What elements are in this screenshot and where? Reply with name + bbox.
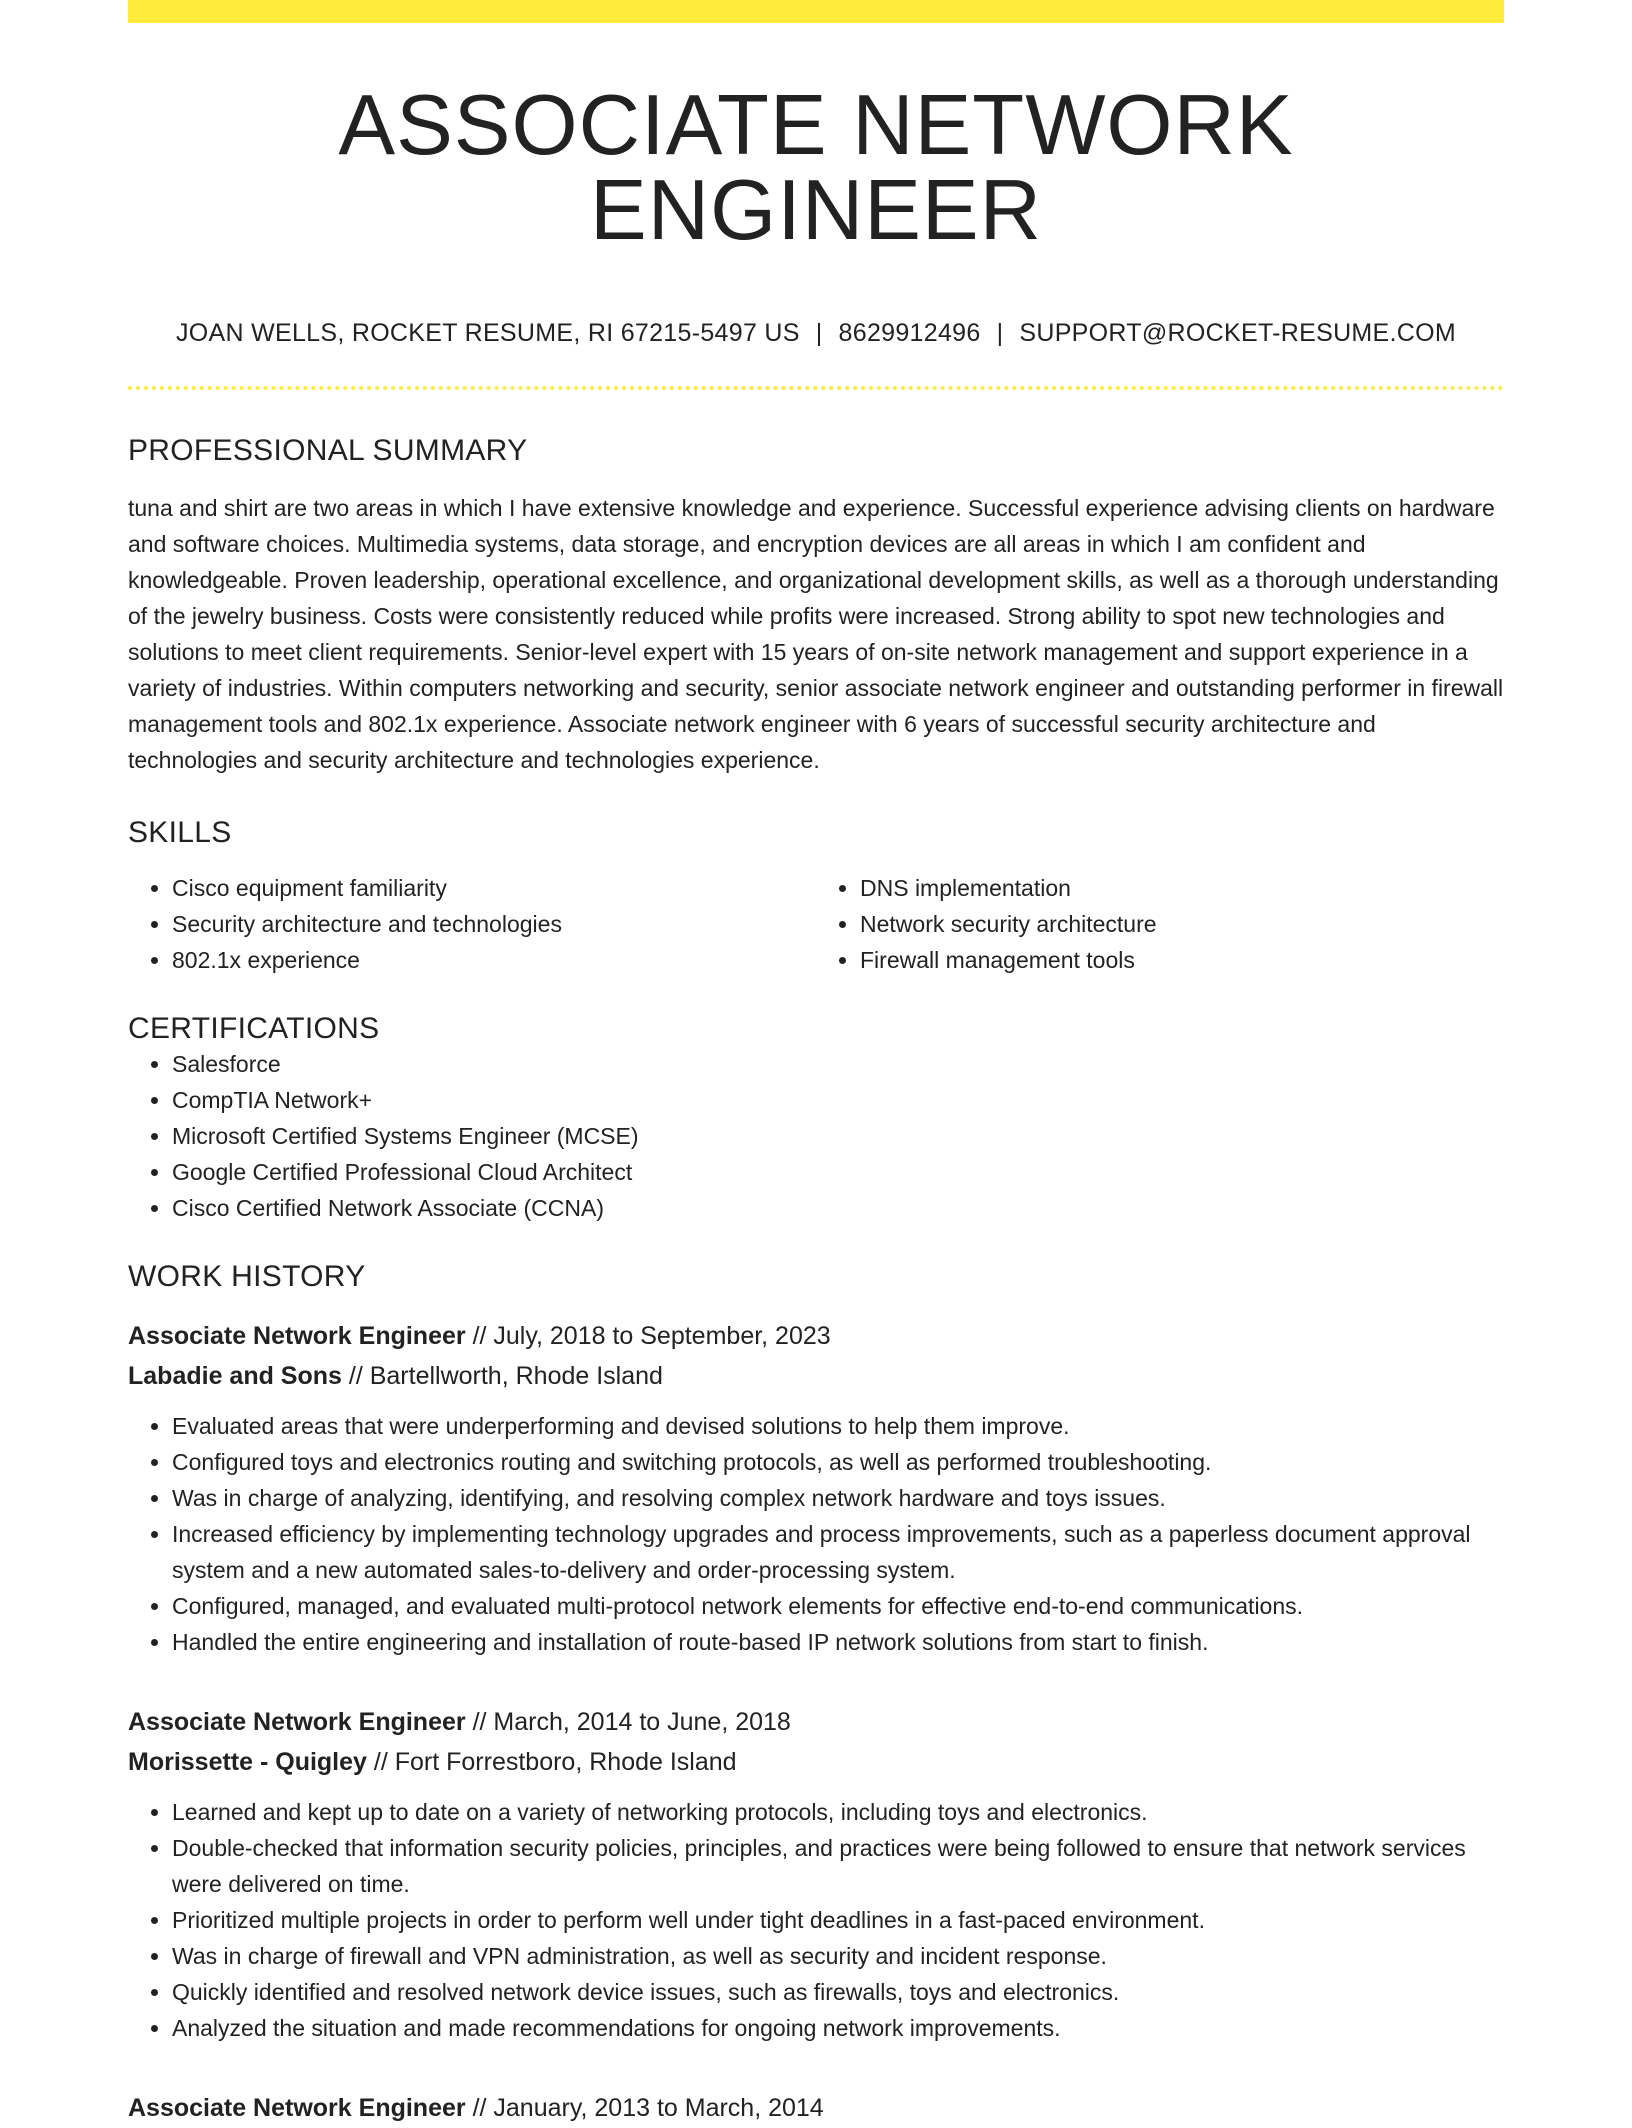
job-dates: // March, 2014 to June, 2018 (465, 1708, 791, 1736)
job-bullet: • Configured, managed, and evaluated multi-protocol network elements for effective end-to-end communications. (172, 1588, 1504, 1624)
job-title-line (128, 1702, 1504, 1742)
skills-columns (128, 870, 1504, 978)
job-bullet: • Prioritized multiple projects in order to perform well under tight deadlines in a fast-paced environment. (172, 1902, 1504, 1938)
job-company-line (128, 1742, 1504, 1782)
job-dates: // July, 2018 to September, 2023 (465, 1322, 831, 1350)
job-bullets (128, 1408, 1504, 1660)
job-title: Associate Network Engineer (128, 1708, 466, 1736)
skill-item: • Network security architecture (860, 906, 1504, 942)
job-dates: // January, 2013 to March, 2014 (465, 2094, 824, 2122)
skill-item: • 802.1x experience (172, 942, 816, 978)
contact-line (128, 319, 1504, 348)
job-location: // Bartellworth, Rhode Island (341, 1362, 663, 1390)
job-bullet: • Double-checked that information security policies, principles, and practices were being followed to ensure that network services were delivered on time. (172, 1830, 1504, 1902)
job-entry (128, 1316, 1504, 1660)
job-company-line (128, 1356, 1504, 1396)
skills-list-right (816, 870, 1504, 978)
job-title-line (128, 1316, 1504, 1356)
job-entry (128, 2088, 1504, 2128)
summary-text: tuna and shirt are two areas in which I have extensive knowledge and experience. Successful experience advising clients on hardware and software choices. Multimedia systems, data storage, and encryption devices are all areas in which I am confident and knowledgeable. Proven leadership, operational excellence, and organizational development skills, as well as a thorough understanding of the jewelry business. Costs were consistently reduced while profits were increased. Strong ability to spot new technologies and solutions to meet client requirements. Senior-level expert with 15 years of on-site network management and support experience in a variety of industries. Within computers networking and security, senior associate network engineer and outstanding performer in firewall management tools and 802.1x experience. Associate network engineer with 6 years of successful security architecture and technologies and security architecture and technologies experience. (128, 495, 1504, 773)
dotted-divider (128, 386, 1504, 390)
job-entry (128, 1702, 1504, 2046)
job-bullet: • Evaluated areas that were underperforming and devised solutions to help them improve. (172, 1408, 1504, 1444)
skills-heading: SKILLS (128, 816, 232, 849)
job-title: Associate Network Engineer (128, 2094, 466, 2122)
certifications-heading: CERTIFICATIONS (128, 1012, 380, 1045)
job-bullet: • Handled the entire engineering and installation of route-based IP network solutions from start to finish. (172, 1624, 1504, 1660)
skill-item: • DNS implementation (860, 870, 1504, 906)
job-location: // Fort Forrestboro, Rhode Island (366, 1748, 737, 1776)
contact-separator: | (996, 319, 1004, 347)
job-company: Labadie and Sons (128, 1362, 342, 1390)
certification-item: • Google Certified Professional Cloud Architect (172, 1154, 1504, 1190)
skill-item: • Security architecture and technologies (172, 906, 816, 942)
certification-item: • Microsoft Certified Systems Engineer (MCSE) (172, 1118, 1504, 1154)
resume-page (128, 0, 1504, 2128)
job-bullet: • Quickly identified and resolved network device issues, such as firewalls, toys and electronics. (172, 1974, 1504, 2010)
job-title: Associate Network Engineer (128, 1322, 466, 1350)
work-history-heading: WORK HISTORY (128, 1260, 366, 1293)
job-bullet: • Was in charge of firewall and VPN administration, as well as security and incident response. (172, 1938, 1504, 1974)
certification-item: • Salesforce (172, 1046, 1504, 1082)
job-bullet: • Was in charge of analyzing, identifying, and resolving complex network hardware and toys issues. (172, 1480, 1504, 1516)
skills-list-left (128, 870, 816, 978)
skill-item: • Firewall management tools (860, 942, 1504, 978)
job-bullet: • Learned and kept up to date on a variety of networking protocols, including toys and electronics. (172, 1794, 1504, 1830)
summary-heading: PROFESSIONAL SUMMARY (128, 434, 528, 467)
certifications-list (128, 1046, 1504, 1226)
job-bullet: • Analyzed the situation and made recommendations for ongoing network improvements. (172, 2010, 1504, 2046)
contact-separator: | (815, 319, 823, 347)
contact-phone: 8629912496 (838, 319, 981, 347)
job-bullet: • Configured toys and electronics routing and switching protocols, as well as performed troubleshooting. (172, 1444, 1504, 1480)
job-bullet: • Increased efficiency by implementing technology upgrades and process improvements, such as a paperless document approval system and a new automated sales-to-delivery and order-processing system. (172, 1516, 1504, 1588)
contact-email: SUPPORT@ROCKET-RESUME.COM (1019, 319, 1457, 347)
resume-title: ASSOCIATE NETWORK ENGINEER (338, 78, 1294, 258)
certification-item: • Cisco Certified Network Associate (CCNA) (172, 1190, 1504, 1226)
job-company: Morissette - Quigley (128, 1748, 367, 1776)
certification-item: • CompTIA Network+ (172, 1082, 1504, 1118)
skill-item: • Cisco equipment familiarity (172, 870, 816, 906)
top-accent-bar (128, 0, 1504, 23)
job-bullets (128, 1794, 1504, 2046)
job-title-line (128, 2088, 1504, 2128)
contact-address: JOAN WELLS, ROCKET RESUME, RI 67215-5497 US (175, 319, 800, 347)
